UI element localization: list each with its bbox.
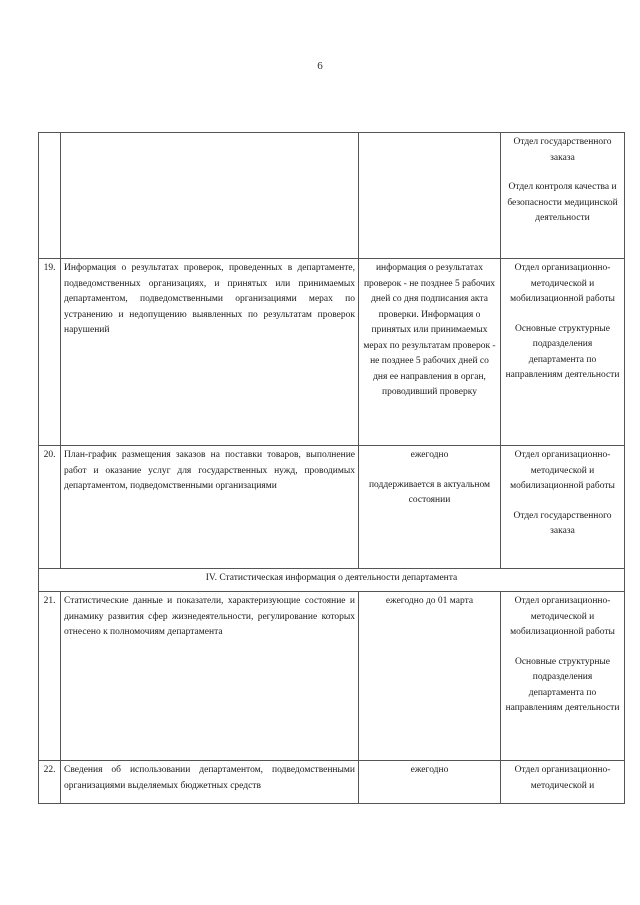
responsible-unit: Основные структурные подразделения департамента по направлениям деятельности [505,323,620,380]
row-number [39,133,61,259]
row-responsible [501,259,625,446]
row-number: 22. [39,761,61,804]
row-term [359,446,501,569]
responsible-unit: Отдел организационно-методической и мобилизационной работы [510,450,615,491]
responsible-unit: Отдел государственного заказа [513,137,612,163]
row-description: Сведения об использовании департаментом, подведомственными организациями выделяемых бюджетных средств [61,761,359,804]
row-description [61,133,359,259]
table-row [39,446,625,569]
term-line: ежегодно [410,450,449,460]
responsible-unit: Отдел организационно-методической и мобилизационной работы [510,596,615,637]
row-description: Информация о результатах проверок, проведенных в департаменте, подведомственных организациях, и принятых или принимаемых департаментом, подведомственными организациями мерах по устранению и недопущению выявленных по результатам проверок нарушений [61,259,359,446]
term-line: поддерживается в актуальном состоянии [368,479,491,505]
row-term: ежегодно [359,761,501,804]
row-term: информация о результатах проверок - не позднее 5 рабочих дней со дня подписания акта проверки. Информация о принятых или принимаемых мерах по результатам проверок - не позднее 5 рабочих дней со дня ее направления в орган, проводивший проверку [359,259,501,446]
responsible-unit: Отдел контроля качества и безопасности медицинской деятельности [507,182,618,223]
information-table [38,132,625,804]
section-row [39,569,625,592]
row-term: ежегодно до 01 марта [359,592,501,761]
row-responsible [501,592,625,761]
row-number: 21. [39,592,61,761]
page-number: 6 [317,60,323,72]
row-term [359,133,501,259]
row-responsible [501,133,625,259]
table-row [39,259,625,446]
row-description: Статистические данные и показатели, характеризующие состояние и динамику развития сфер жизнедеятельности, регулирование которых отнесено к полномочиям департамента [61,592,359,761]
responsible-unit: Отдел организационно-методической и мобилизационной работы [510,263,615,304]
table-row [39,761,625,804]
row-number: 19. [39,259,61,446]
section-heading: IV. Статистическая информация о деятельности департамента [39,569,625,592]
row-number: 20. [39,446,61,569]
responsible-unit: Основные структурные подразделения департамента по направлениям деятельности [505,656,620,713]
responsible-unit: Отдел организационно-методической и [514,765,611,791]
table-row [39,133,625,259]
row-description: План-график размещения заказов на поставки товаров, выполнение работ и оказание услуг для государственных нужд, проводимых департаментом, подведомственными организациями [61,446,359,569]
responsible-unit: Отдел государственного заказа [513,510,612,536]
row-responsible [501,446,625,569]
row-responsible [501,761,625,804]
table-row [39,592,625,761]
